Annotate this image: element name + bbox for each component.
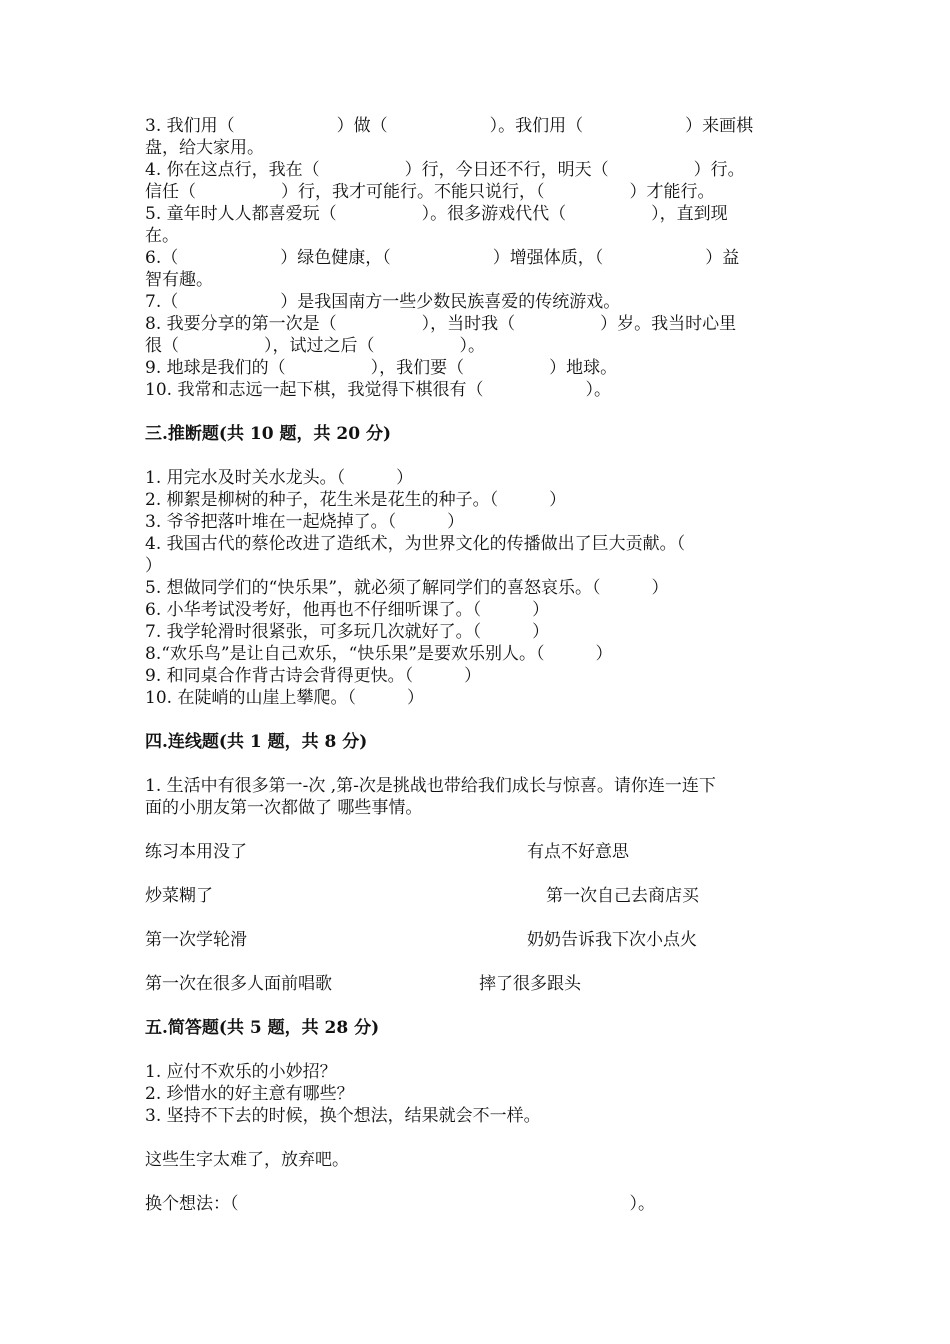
judge-item-1: 1. 用完水及时关水龙头。（ ） <box>145 468 414 488</box>
example-sentence: 这些生字太难了，放弃吧。 <box>145 1150 349 1170</box>
q5-line-2: 在。 <box>145 226 179 246</box>
q8-line-1: 8. 我要分享的第一次是（ ），当时我（ ）岁。我当时心里 <box>145 314 737 334</box>
short-answer-item-2: 2. 珍惜水的好主意有哪些？ <box>145 1084 354 1104</box>
q8-line-2: 很（ ），试过之后（ ）。 <box>145 336 485 356</box>
judge-item-6: 6. 小华考试没考好，他再也不仔细听课了。（ ） <box>145 600 550 620</box>
answer-prompt: 换个想法：（ ）。 <box>145 1194 655 1214</box>
judge-item-3: 3. 爷爷把落叶堆在一起烧掉了。（ ） <box>145 512 465 532</box>
matching-row <box>145 973 810 995</box>
matching-right-item: 有点不好意思 <box>527 842 629 862</box>
judge-item-9: 9. 和同桌合作背古诗会背得更快。（ ） <box>145 666 482 686</box>
q3-line-1: 3. 我们用（ ）做（ ）。我们用（ ）来画棋 <box>145 116 754 136</box>
short-answer-item-1: 1. 应付不欢乐的小妙招？ <box>145 1062 337 1082</box>
matching-row <box>145 929 810 951</box>
judge-item-8: 8.“欢乐鸟”是让自己欢乐，“快乐果”是要欢乐别人。（ ） <box>145 644 613 664</box>
q10-line-1: 10. 我常和志远一起下棋，我觉得下棋很有（ ）。 <box>145 380 611 400</box>
judge-item-7: 7. 我学轮滑时很紧张，可多玩几次就好了。（ ） <box>145 622 550 642</box>
matching-left-item: 第一次在很多人面前唱歌 <box>145 974 332 994</box>
q6-line-1: 6.（ ）绿色健康，（ ）增强体质，（ ）益 <box>145 248 740 268</box>
section5-title: 五.简答题(共 5 题，共 28 分) <box>145 1018 380 1038</box>
short-answer-item-3: 3. 坚持不下去的时候，换个想法，结果就会不一样。 <box>145 1106 541 1126</box>
judge-item-4: 4. 我国古代的蔡伦改进了造纸术，为世界文化的传播做出了巨大贡献。（ <box>145 534 686 554</box>
matching-row <box>145 885 810 907</box>
section3-title: 三.推断题(共 10 题，共 20 分) <box>145 424 391 444</box>
q3-line-2: 盘，给大家用。 <box>145 138 264 158</box>
matching-right-item: 第一次自己去商店买 <box>546 886 699 906</box>
q4-line-2: 信任（ ）行，我才可能行。不能只说行，（ ）才能行。 <box>145 182 715 202</box>
matching-left-item: 炒菜糊了 <box>145 886 213 906</box>
q4-line-1: 4. 你在这点行，我在（ ）行，今日还不行，明天（ ）行。 <box>145 160 745 180</box>
q7-line-1: 7.（ ）是我国南方一些少数民族喜爱的传统游戏。 <box>145 292 621 312</box>
matching-question-line-2: 面的小朋友第一次都做了 哪些事情。 <box>145 798 423 818</box>
matching-row <box>145 841 810 863</box>
judge-item-2: 2. 柳絮是柳树的种子，花生米是花生的种子。（ ） <box>145 490 567 510</box>
q5-line-1: 5. 童年时人人都喜爱玩（ ）。很多游戏代代（ ），直到现 <box>145 204 728 224</box>
judge-item-5: 5. 想做同学们的“快乐果”，就必须了解同学们的喜怒哀乐。（ ） <box>145 578 669 598</box>
matching-right-item: 摔了很多跟头 <box>479 974 581 994</box>
q6-line-2: 智有趣。 <box>145 270 213 290</box>
matching-right-item: 奶奶告诉我下次小点火 <box>527 930 697 950</box>
worksheet-page <box>145 115 810 1215</box>
section4-title: 四.连线题(共 1 题，共 8 分) <box>145 732 368 752</box>
matching-left-item: 练习本用没了 <box>145 842 247 862</box>
judge-item-10: 10. 在陡峭的山崖上攀爬。（ ） <box>145 688 424 708</box>
q9-line-1: 9. 地球是我们的（ ），我们要（ ）地球。 <box>145 358 618 378</box>
matching-left-item: 第一次学轮滑 <box>145 930 247 950</box>
judge-item-4-cont: ） <box>145 556 162 576</box>
matching-question-line-1: 1. 生活中有很多第一-次 ,第-次是挑战也带给我们成长与惊喜。请你连一连下 <box>145 776 716 796</box>
